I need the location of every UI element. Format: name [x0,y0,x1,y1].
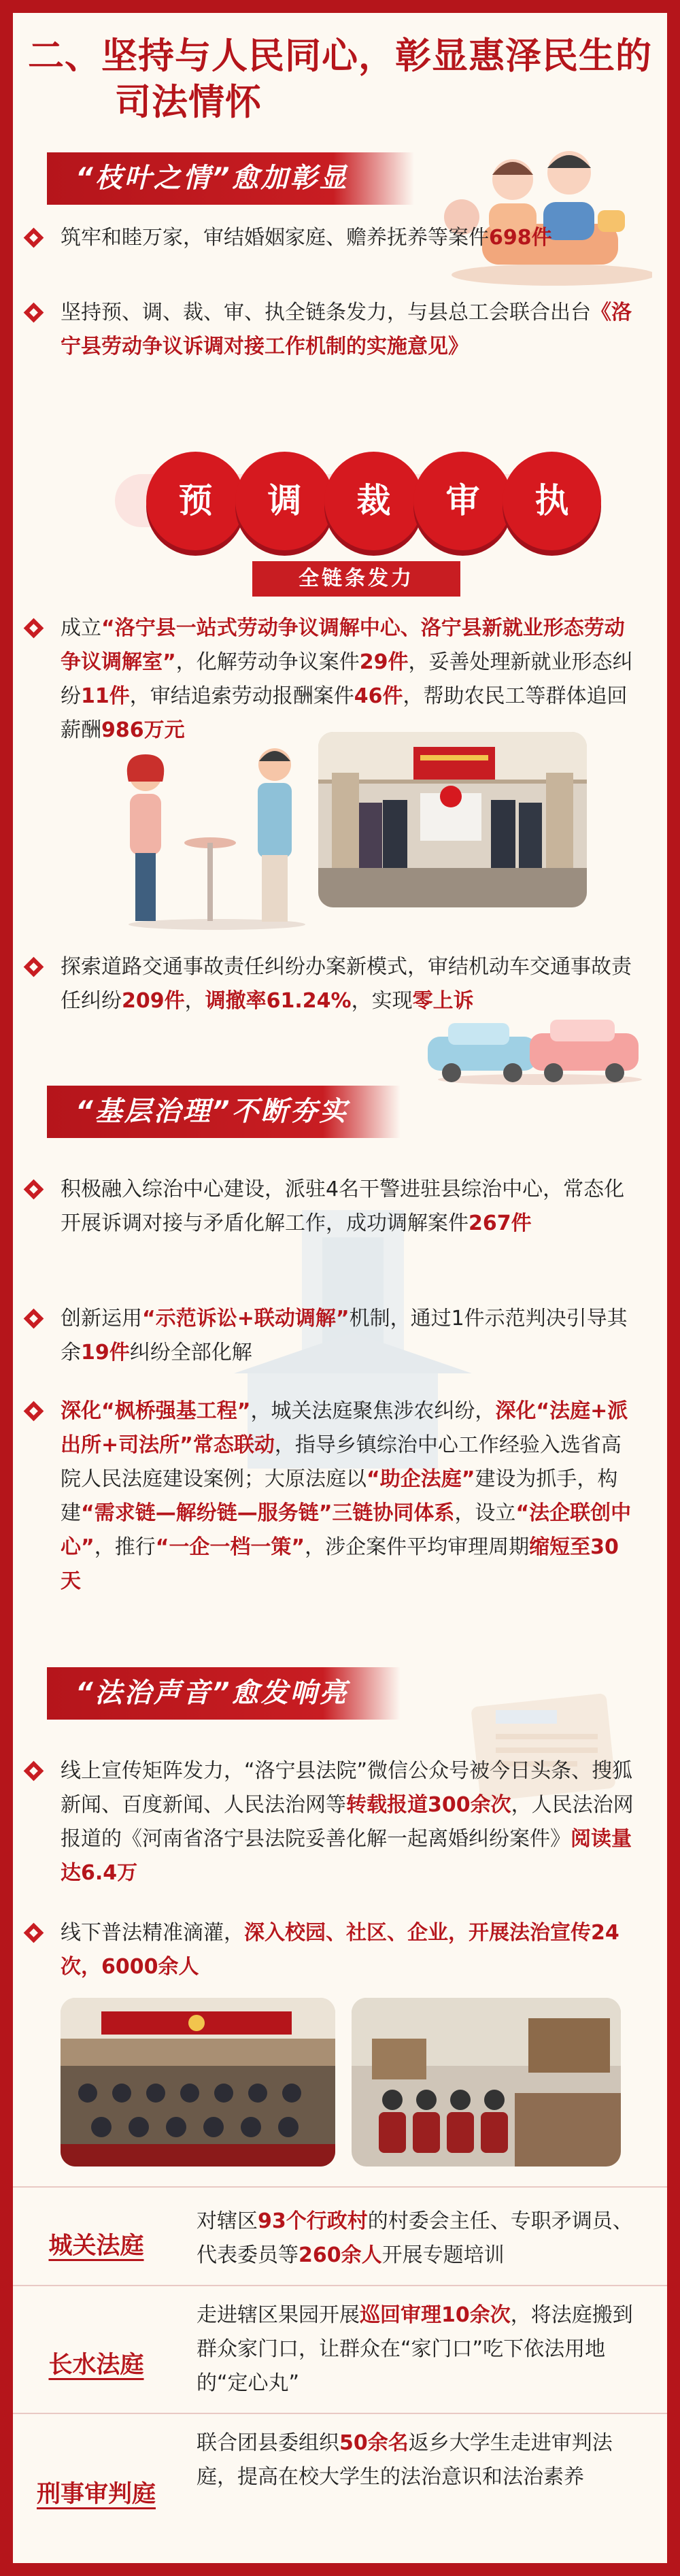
section-heading-2: “基层治理”不断夯实 [75,1096,349,1127]
section-banner-3 [47,1667,401,1720]
chain-step: 预 [146,452,245,550]
list-item: 坚持预、调、裁、审、执全链条发力，与县总工会联合出台《洛宁县劳动争议诉调对接工作机制的实施意见》 [61,296,635,364]
diamond-bullet-icon [24,1309,44,1329]
court-name: 刑事审判庭 [36,2481,156,2508]
court-name: 长水法庭 [48,2352,144,2379]
family-illustration [435,142,652,288]
divider [13,2186,667,2188]
list-item: 线下普法精准滴灌，深入校园、社区、企业，开展法治宣传24次，6000余人 [61,1916,635,1984]
diamond-bullet-icon [24,1401,44,1422]
diamond-bullet-icon [24,228,44,248]
diamond-bullet-icon [24,1923,44,1943]
section-banner-2 [47,1086,401,1138]
court-description: 走进辖区果园开展巡回审理10余次，将法庭搬到群众家门口，让群众在“家门口”吃下依法用地的“定心丸” [197,2303,633,2395]
diamond-bullet-icon [24,1180,44,1200]
court-name: 城关法庭 [48,2232,144,2260]
main-title-line1: 二、坚持与人民同心，彰显惠泽民生的 [28,35,652,77]
diamond-bullet-icon [24,1761,44,1782]
list-item: 探索道路交通事故责任纠纷办案新模式，审结机动车交通事故责任纠纷209件，调撤率61.24%，实现零上诉 [61,950,635,1018]
chain-label: 全链条发力 [252,561,460,597]
unveiling-ceremony-photo [318,732,587,907]
list-item: 深化“枫桥强基工程”，城关法庭聚焦涉农纠纷，深化“法庭+派出所+司法所”常态联动，指导乡镇综治中心工作经验入选省高院人民法庭建设案例；大原法庭以“助企法庭”建设为抓手，构建“需求链—解纷链—服务链”三链协同体系，设立“法企联创中心”，推行“一企一档一策”，涉企案件平均审理周期缩短至30天 [61,1394,635,1599]
chain-step: 调 [235,452,334,550]
section-banner-1 [47,152,414,205]
list-item: 创新运用“示范诉讼+联动调解”机制，通过1件示范判决引导其余19件纠纷全部化解 [61,1302,635,1370]
divider [13,2413,667,2414]
chain-step: 审 [413,452,512,550]
list-item: 筑牢和睦万家，审结婚姻家庭、赡养抚养等案件698件 [61,221,635,255]
chain-step: 裁 [324,452,423,550]
section-heading-1: “枝叶之情”愈加彰显 [75,163,349,194]
courtroom-visit-photo [352,1998,621,2167]
list-item: 成立“洛宁县一站式劳动争议调解中心、洛宁县新就业形态劳动争议调解室”，化解劳动争议案件29件，妥善处理新就业形态纠纷11件，审结追索劳动报酬案件46件，帮助农民工等群体追回薪酬986万元 [61,612,635,748]
diamond-bullet-icon [24,618,44,639]
traffic-accident-illustration [421,1006,645,1088]
training-meeting-photo [61,1998,335,2167]
diamond-bullet-icon [24,303,44,323]
main-title-line2: 司法情怀 [115,82,262,123]
court-description: 联合团县委组织50余名返乡大学生走进审判法庭，提高在校大学生的法治意识和法治素养 [197,2431,613,2489]
chain-step: 执 [503,452,601,550]
list-item: 积极融入综治中心建设，派驻4名干警进驻县综治中心，常态化开展诉调对接与矛盾化解工作，成功调解案件267件 [61,1173,635,1241]
list-item: 线上宣传矩阵发力，“洛宁县法院”微信公众号被今日头条、搜狐新闻、百度新闻、人民法治网等转载报道300余次，人民法治网报道的《河南省洛宁县法院妥善化解一起离婚纠纷案件》阅读量达6.4万 [61,1754,635,1890]
poster-page [13,13,667,2563]
divider [13,2285,667,2286]
diamond-bullet-icon [24,957,44,977]
consultation-illustration [108,734,326,931]
section-heading-3: “法治声音”愈发响亮 [75,1677,349,1709]
court-description: 对辖区93个行政村的村委会主任、专职矛调员、代表委员等260余人开展专题培训 [197,2209,633,2267]
